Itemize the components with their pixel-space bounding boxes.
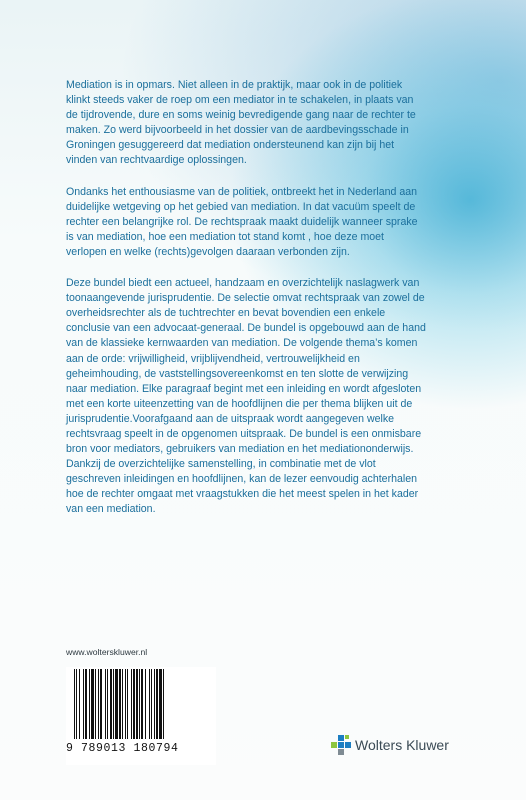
blurb-text — [66, 78, 426, 534]
wolters-kluwer-logo-icon — [331, 735, 351, 755]
isbn-barcode — [66, 667, 216, 765]
isbn-number: 9 789013 180794 — [66, 742, 179, 755]
blurb-paragraph-1: Mediation is in opmars. Niet alleen in de praktijk, maar ook in de politiek klinkt steeds vaker de roep om een mediator in te schakelen, in plaats van de tijdrovende, dure en soms weinig bevredigende gang naar de rechter te maken. Zo werd bijvoorbeeld in het dossier van de aardbevingsschade in Groningen gesuggereerd dat mediation ondersteunend kan zijn bij het vinden van rechtvaardige oplossingen. — [66, 79, 416, 167]
barcode-icon — [72, 669, 210, 739]
publisher-website[interactable]: www.wolterskluwer.nl — [66, 647, 148, 657]
blurb-paragraph-2: Ondanks het enthousiasme van de politiek, ontbreekt het in Nederland aan duidelijke wetgeving op het gebied van mediation. In dat vacuüm speelt de rechter een belangrijke rol. De rechtspraak maakt duidelijk wanneer sprake is van mediation, hoe een mediation tot stand komt , hoe deze moet verlopen en welke (rechts)gevolgen daaraan verbonden zijn. — [66, 185, 418, 258]
blurb-paragraph-3: Deze bundel biedt een actueel, handzaam en overzichtelijk naslagwerk van toonaangevende jurisprudentie. De selectie omvat rechtspraak van zowel de overheidsrechter als de tuchtrechter en bevat bovendien een enkele conclusie van een advocaat-generaal. De bundel is opgebouwd aan de hand van de klassieke kernwaarden van mediation. De volgende thema’s komen aan de orde: vrijwilligheid, vrijblijvendheid, vertrouwelijkheid en geheimhouding, de vaststellingsovereenkomst en ten slotte de verwijzing naar mediation. Elke paragraaf begint met een inleiding en wordt afgesloten met een korte uiteenzetting van de hoofdlijnen die per thema blijken uit de jurisprudentie.Voorafgaand aan de uitspraak wordt aangegeven welke rechtsvraag speelt in de opgenomen uitspraak. De bundel is een onmisbare bron voor mediators, gebruikers van mediation en het mediationonderwijs. Dankzij de overzichtelijke samenstelling, in combinatie met de vlot geschreven inleidingen en hoofdlijnen, kan de lezer eenvoudig achterhalen hoe de rechter omgaat met vraagstukken die het meest spelen in het kader van een mediation. — [66, 277, 426, 516]
publisher-logo — [331, 734, 511, 756]
publisher-logo-text: Wolters Kluwer — [355, 737, 449, 753]
